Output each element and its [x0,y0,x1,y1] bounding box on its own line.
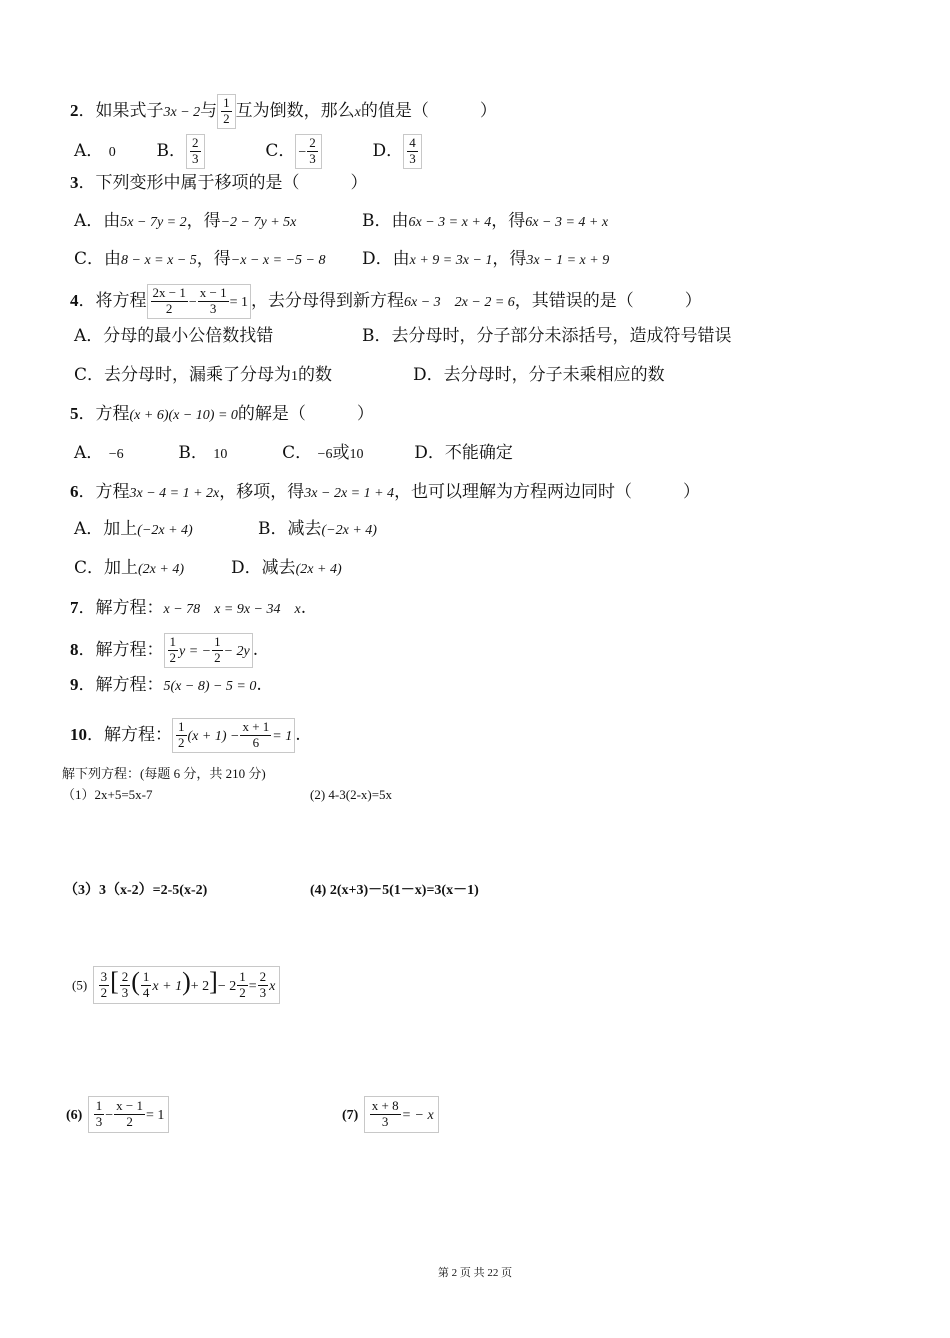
question-7: 7．解方程：x − 78 x = 9x − 34 x. [70,598,307,618]
problem-2: (2) 4-3(2-x)=5x [310,787,393,802]
question-6-option-a: A．加上(−2x + 4) [74,519,193,539]
question-4-option-b: B．去分母时，分子部分未添括号，造成符号错误 [362,326,732,346]
question-3-option-c: C．由8 − x = x − 5，得−x − x = −5 − 8 [74,249,326,269]
question-9: 9．解方程：5(x − 8) − 5 = 0. [70,675,262,695]
question-8: 8．解方程： $\frac{1}{2}$ y = − $\frac{1}{2}$ − 2y . [70,633,258,668]
problem-6: (6) $\frac{1}{3}$ − $\frac{x - 1}{2}$ = 1 [66,1096,169,1133]
option-c: C． − $\frac{2}{3}$ [265,141,321,161]
question-3-option-d: D．由x + 9 = 3x − 1，得3x − 1 = x + 9 [362,249,610,269]
question-4-stem: 4．将方程 $\frac{2x - 1}{2}$ − $\frac{x - 1}{3}$ = 1 ，去分母得到新方程6x − 3 2x − 2 = 6，其错误的是（ ） [70,284,702,319]
question-3-stem: 3．下列变形中属于移项的是（ ） [70,173,368,193]
question-3-option-b: B．由6x − 3 = x + 4，得6x − 3 = 4 + x [362,211,609,231]
problem-3: （3）3（x-2）=2-5(x-2) [64,883,208,898]
option-a: A． −6 [74,443,124,463]
problem-5-equation: $\frac{3}{2}$ [ $\frac{2}{3}$ ( $\frac{1}{4}$ x + 1)+ 2]− 2 $\frac{1}{2}$ = $\frac{2}{3}$ x [93,966,281,1004]
option-d: D． $\frac{4}{3}$ [373,141,422,161]
problem-1: （1）2x+5=5x-7 [62,787,153,802]
equation-box: $\frac{2x - 1}{2}$ − $\frac{x - 1}{3}$ = 1 [147,284,252,319]
question-4-option-a: A．分母的最小公倍数找错 [74,326,274,346]
problem-7: (7) $\frac{x + 8}{3}$ = − x [342,1096,439,1133]
problem-5: (5) $\frac{3}{2}$ [ $\frac{2}{3}$ ( $\frac{1}{4}$ x + 1)+ 2]− 2 $\frac{1}{2}$ = $\frac{2}{3}$ x [72,966,280,1004]
option-d: D．不能确定 [414,443,513,463]
question-4-option-c: C．去分母时，漏乘了分母为1的数 [74,365,333,385]
option-b: B． 10 [178,443,228,463]
page-footer: 第 2 页 共 22 页 [437,1267,513,1279]
question-4-option-d: D．去分母时，分子未乘相应的数 [413,365,665,385]
question-6-option-c: C．加上(2x + 4) [74,558,185,578]
question-10: 10．解方程： $\frac{1}{2}$ (x + 1) − $\frac{x + 1}{6}$ = 1 . [70,718,301,753]
problem-4: (4) 2(x+3)－5(1－x)=3(x－1) [310,883,479,898]
option-a: A． 0 [74,140,116,161]
section-title: 解下列方程：(每题 6 分，共 210 分) [62,766,266,781]
question-6-option-d: D．减去(2x + 4) [231,558,342,578]
fraction-box: $\frac{1}{2}$ [217,94,236,129]
question-5-stem: 5．方程(x + 6)(x − 10) = 0的解是（ ） [70,404,374,424]
question-3-option-a: A．由5x − 7y = 2，得−2 − 7y + 5x [74,211,297,231]
question-5-options [74,445,513,462]
question-6-option-b: B．减去(−2x + 4) [258,519,377,539]
question-2-stem: 2．如果式子3x − 2与 $\frac{1}{2}$ 互为倒数，那么x的值是（ ） [70,94,497,129]
question-6-stem: 6．方程3x − 4 = 1 + 2x，移项，得3x − 2x = 1 + 4，也可以理解为方程两边同时（ ） [70,482,701,502]
question-2-options [74,134,422,169]
problem-6-equation: $\frac{1}{3}$ − $\frac{x - 1}{2}$ = 1 [88,1096,170,1133]
problem-7-equation: $\frac{x + 8}{3}$ = − x [364,1096,439,1133]
option-c: C． −6或10 [282,443,364,463]
option-b: B． $\frac{2}{3}$ [157,141,205,161]
